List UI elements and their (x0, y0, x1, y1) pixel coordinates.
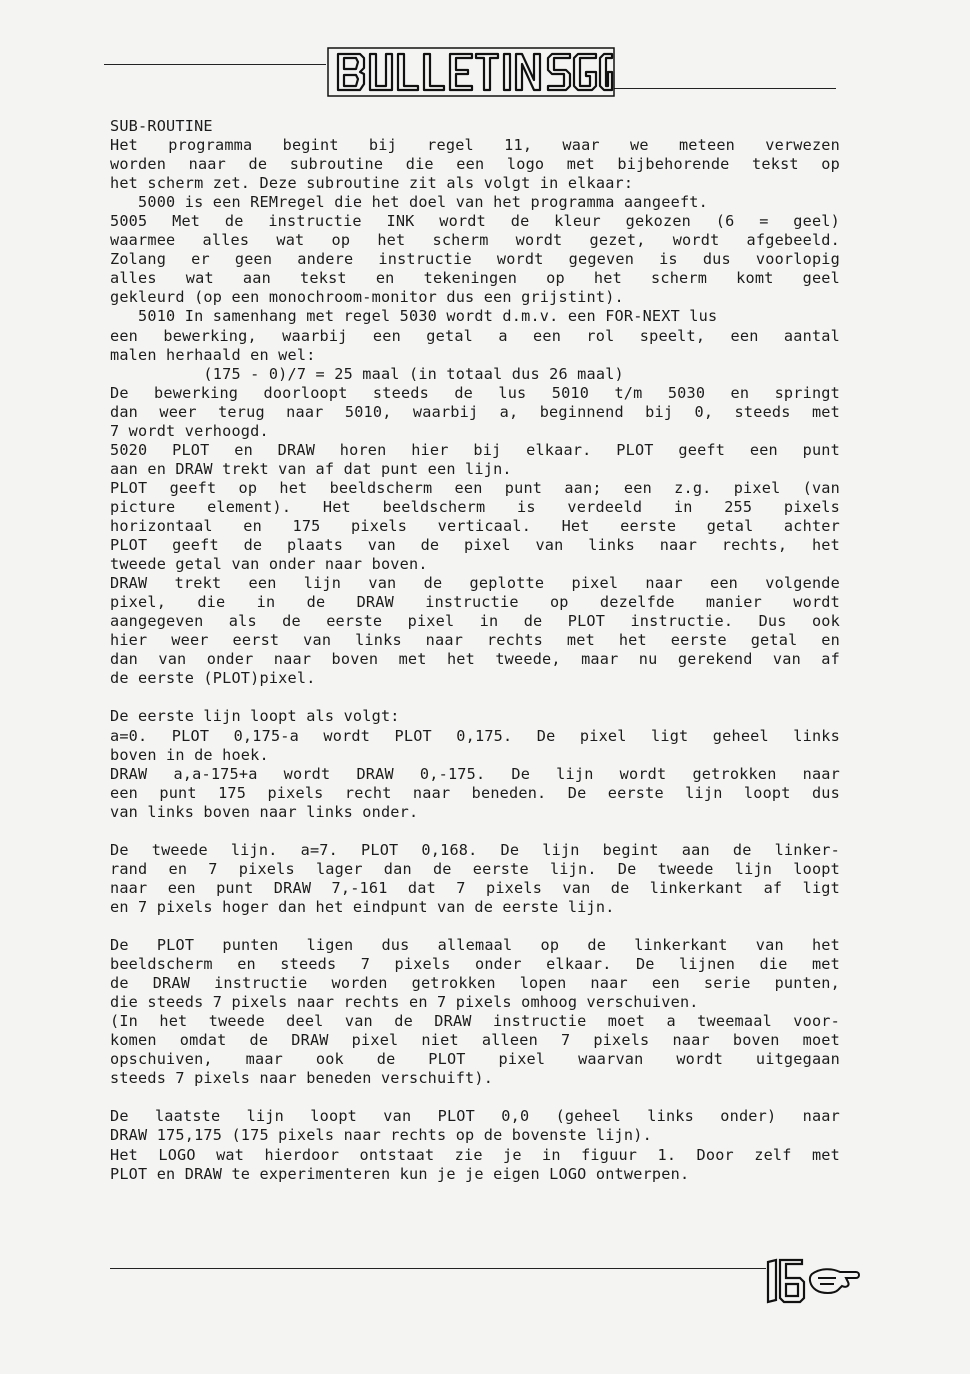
text-line: 5000 is een REMregel die het doel van het programma aangeeft. (110, 193, 708, 212)
text-line: de DRAW instructie worden getrokken lopen naar een serie punten, (110, 974, 840, 993)
text-line (110, 1088, 840, 1107)
bulletin-sgg-logo (326, 44, 616, 100)
text-line: een punt 175 pixels recht naar beneden. De eerste lijn loopt dus (110, 783, 840, 802)
text-line: DRAW trekt een lijn van de geplotte pixel naar een volgende (110, 574, 840, 593)
text-line: opschuiven, maar ook de PLOT pixel waarvan wordt uitgegaan (110, 1050, 840, 1069)
text-line: (175 - 0)/7 = 25 maal (in totaal dus 26 maal) (110, 364, 624, 383)
text-line: a=0. PLOT 0,175-a wordt PLOT 0,175. De pixel ligt geheel links (110, 726, 840, 745)
text-line: PLOT geeft de plaats van de pixel van links naar rechts, het (110, 536, 840, 555)
text-line: De eerste lijn loopt als volgt: (110, 707, 400, 726)
text-line: (In het tweede deel van de DRAW instructie moet a tweemaal voor- (110, 1012, 840, 1031)
text-line: Het programma begint bij regel 11, waar we meteen verwezen (110, 136, 840, 155)
text-line: hier weer eerst van links naar rechts met het eerste getal en (110, 631, 840, 650)
text-line (110, 688, 840, 707)
footer-rule (110, 1268, 766, 1269)
text-line (110, 917, 840, 936)
text-line: tweede getal van onder naar boven. (110, 555, 428, 574)
header-rule-right (614, 88, 836, 89)
text-line: SUB-ROUTINE (110, 117, 213, 135)
text-line: dan van onder naar boven met het tweede, maar nu gerekend van af (110, 650, 840, 669)
text-line: naar een punt DRAW 7,-161 dat 7 pixels van de linkerkant af ligt (110, 878, 840, 897)
text-line: boven in de hoek. (110, 745, 269, 764)
text-line: het scherm zet. Deze subroutine zit als volgt in elkaar: (110, 174, 634, 193)
text-line: alles wat aan tekst en tekeningen op het scherm komt geel (110, 269, 840, 288)
text-line: en 7 pixels hoger dan het eindpunt van de eerste lijn. (110, 897, 615, 916)
text-line: Het LOGO wat hierdoor ontstaat zie je in figuur 1. Door zelf met (110, 1145, 840, 1164)
header-rule-left (104, 64, 326, 65)
text-line: dan weer terug naar 5010, waarbij a, beginnend bij 0, steeds met (110, 402, 840, 421)
text-line: 7 wordt verhoogd. (110, 421, 269, 440)
text-line: De tweede lijn. a=7. PLOT 0,168. De lijn begint aan de linker- (110, 840, 840, 859)
page-number-badge (762, 1241, 862, 1306)
text-line: PLOT geeft op het beeldscherm een punt aan; een z.g. pixel (van (110, 478, 840, 497)
page-number-label: 16 (762, 1241, 782, 1260)
text-line: waarmee alles wat op het scherm wordt gezet, wordt afgebeeld. (110, 231, 840, 250)
article-body (110, 117, 840, 1184)
text-line: die steeds 7 pixels naar rechts en 7 pixels omhoog verschuiven. (110, 993, 699, 1012)
text-line: komen omdat de DRAW pixel niet alleen 7 pixels naar boven moet (110, 1031, 840, 1050)
text-line: horizontaal en 175 pixels verticaal. Het eerste getal achter (110, 516, 840, 535)
text-line: aan en DRAW trekt van af dat punt een lijn. (110, 459, 512, 478)
text-line: van links boven naar links onder. (110, 802, 419, 821)
text-line: Zolang er geen andere instructie wordt gegeven is dus voorlopig (110, 250, 840, 269)
text-line: PLOT en DRAW te experimenteren kun je je eigen LOGO ontwerpen. (110, 1164, 690, 1183)
text-line: een bewerking, waarbij een getal a een rol speelt, een aantal (110, 326, 840, 345)
text-line: beeldscherm en steeds 7 pixels onder elkaar. De lijnen die met (110, 955, 840, 974)
text-line: De bewerking doorloopt steeds de lus 5010 t/m 5030 en springt (110, 383, 840, 402)
text-line: 5005 Met de instructie INK wordt de kleur gekozen (6 = geel) (110, 212, 840, 231)
text-line: 5020 PLOT en DRAW horen hier bij elkaar. PLOT geeft een punt (110, 440, 840, 459)
text-line: pixel, die in de DRAW instructie op dezelfde manier wordt (110, 593, 840, 612)
text-line: aangegeven als de eerste pixel in de PLOT instructie. Dus ook (110, 612, 840, 631)
text-line: picture element). Het beeldscherm is verdeeld in 255 pixels (110, 497, 840, 516)
text-line: DRAW a,a-175+a wordt DRAW 0,-175. De lijn wordt getrokken naar (110, 764, 840, 783)
text-line (110, 822, 840, 841)
text-line: gekleurd (op een monochroom-monitor dus een grijstint). (110, 288, 624, 307)
text-line: 5010 In samenhang met regel 5030 wordt d.m.v. een FOR-NEXT lus (110, 307, 718, 326)
text-line: De PLOT punten ligen dus allemaal op de linkerkant van het (110, 936, 840, 955)
text-line: steeds 7 pixels naar beneden verschuift). (110, 1069, 494, 1088)
text-line: DRAW 175,175 (175 pixels naar rechts op de bovenste lijn). (110, 1126, 652, 1145)
text-line: worden naar de subroutine die een logo met bijbehorende tekst op (110, 155, 840, 174)
text-line: de eerste (PLOT)pixel. (110, 669, 316, 688)
text-line: malen herhaald en wel: (110, 345, 316, 364)
text-line: rand en 7 pixels lager dan de eerste lijn. De tweede lijn loopt (110, 859, 840, 878)
text-line: De laatste lijn loopt van PLOT 0,0 (geheel links onder) naar (110, 1107, 840, 1126)
